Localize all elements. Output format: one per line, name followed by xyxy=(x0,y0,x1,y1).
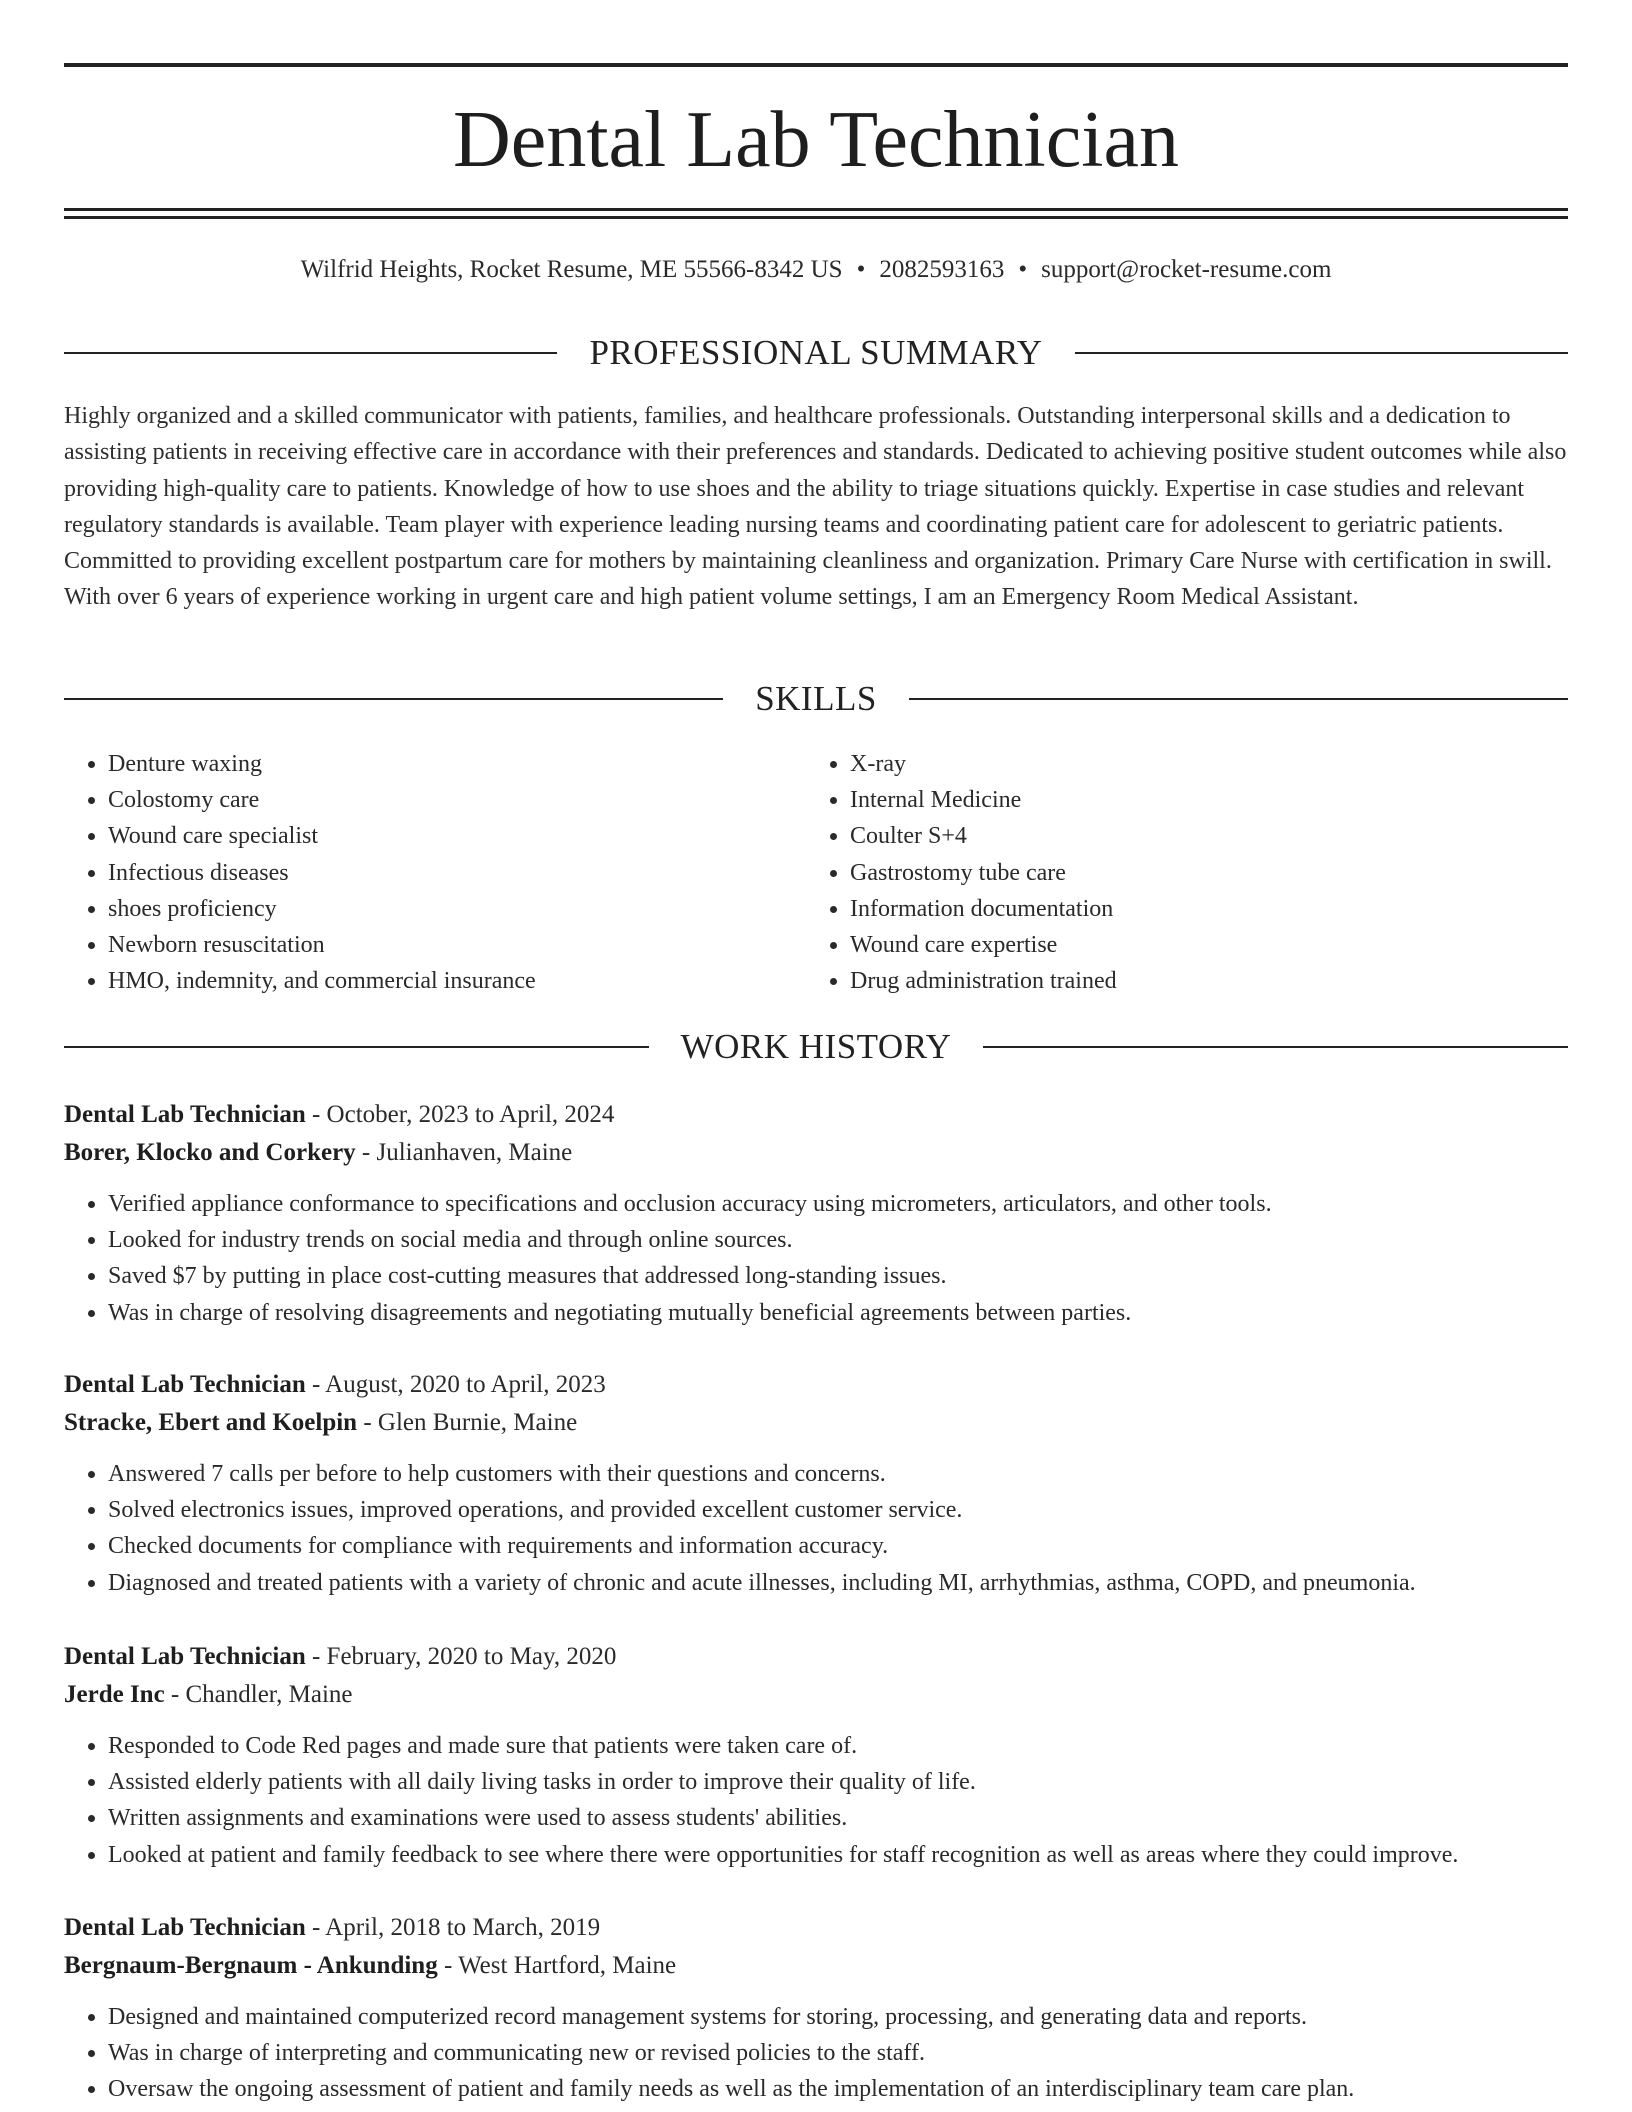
contact-line xyxy=(64,252,1568,288)
candidate-name: Dental Lab Technician xyxy=(453,96,1179,184)
job-dates: - August, 2020 to April, 2023 xyxy=(305,1371,606,1398)
job-dates: - October, 2023 to April, 2024 xyxy=(305,1101,615,1128)
job-bullet: • Was in charge of interpreting and communicating new or revised policies to the staff. xyxy=(108,2035,1568,2071)
job-entry xyxy=(64,1909,1568,2108)
skill-item: • Infectious diseases xyxy=(108,855,806,891)
job-company-row xyxy=(64,1404,1568,1442)
job-title: Dental Lab Technician xyxy=(64,1101,306,1128)
job-bullet: • Answered 7 calls per before to help customers with their questions and concerns. xyxy=(108,1456,1568,1492)
job-bullet: • Oversaw the ongoing assessment of patient and family needs as well as the implementation of an interdisciplinary team care plan. xyxy=(108,2071,1568,2107)
heading-rule-right xyxy=(983,1046,1568,1048)
heading-rule-left xyxy=(64,352,557,354)
skill-item: • Newborn resuscitation xyxy=(108,927,806,963)
job-bullet: • Verified appliance conformance to specifications and occlusion accuracy using micrometers, articulators, and other tools. xyxy=(108,1186,1568,1222)
job-bullets xyxy=(64,1186,1568,1331)
skill-item: • shoes proficiency xyxy=(108,891,806,927)
contact-address: Wilfrid Heights, Rocket Resume, ME 55566-8342 US xyxy=(300,256,843,283)
skill-item: • Wound care expertise xyxy=(850,927,1548,963)
job-bullet: • Designed and maintained computerized record management systems for storing, processing, and generating data and reports. xyxy=(108,1999,1568,2035)
job-company-row xyxy=(64,1676,1568,1714)
job-title: Dental Lab Technician xyxy=(64,1914,306,1941)
job-company: Jerde Inc xyxy=(64,1681,165,1708)
job-company: Stracke, Ebert and Koelpin xyxy=(64,1409,358,1436)
job-title-row xyxy=(64,1638,1568,1676)
job-bullets xyxy=(64,1999,1568,2108)
skills-list xyxy=(64,746,1568,999)
skill-item: • X-ray xyxy=(850,746,1548,782)
skill-item: • Drug administration trained xyxy=(850,963,1548,999)
job-company-row xyxy=(64,1947,1568,1985)
job-bullet: • Saved $7 by putting in place cost-cutting measures that addressed long-standing issues. xyxy=(108,1258,1568,1294)
job-bullet: • Responded to Code Red pages and made sure that patients were taken care of. xyxy=(108,1728,1568,1764)
job-entry xyxy=(64,1096,1568,1331)
skill-item: • Internal Medicine xyxy=(850,782,1548,818)
job-location: - Julianhaven, Maine xyxy=(355,1139,573,1166)
skills-heading: SKILLS xyxy=(755,679,877,718)
job-bullets xyxy=(64,1728,1568,1873)
job-company-row xyxy=(64,1134,1568,1172)
work-history-heading: WORK HISTORY xyxy=(680,1027,952,1066)
job-bullet: • Checked documents for compliance with requirements and information accuracy. xyxy=(108,1528,1568,1564)
job-bullet: • Was in charge of resolving disagreements and negotiating mutually beneficial agreements between parties. xyxy=(108,1295,1568,1331)
skills-heading-row xyxy=(64,677,1568,721)
heading-rule-right xyxy=(1075,352,1568,354)
skills-column-left xyxy=(64,746,806,999)
skills-column-right xyxy=(806,746,1548,999)
job-bullet: • Assisted elderly patients with all daily living tasks in order to improve their quality of life. xyxy=(108,1764,1568,1800)
skill-item: • Gastrostomy tube care xyxy=(850,855,1548,891)
job-entry xyxy=(64,1638,1568,1873)
skill-item: • Colostomy care xyxy=(108,782,806,818)
skill-item: • Wound care specialist xyxy=(108,818,806,854)
job-title-row xyxy=(64,1366,1568,1404)
job-bullet: • Solved electronics issues, improved operations, and provided excellent customer service. xyxy=(108,1492,1568,1528)
job-dates: - February, 2020 to May, 2020 xyxy=(305,1643,617,1670)
job-location: - Chandler, Maine xyxy=(164,1681,353,1708)
job-location: - Glen Burnie, Maine xyxy=(357,1409,578,1436)
job-bullet: • Looked at patient and family feedback to see where there were opportunities for staff recognition as well as areas where they could improve. xyxy=(108,1837,1568,1873)
job-company: Borer, Klocko and Corkery xyxy=(64,1139,356,1166)
job-title-row xyxy=(64,1909,1568,1947)
skill-item: • HMO, indemnity, and commercial insurance xyxy=(108,963,806,999)
contact-email: support@rocket-resume.com xyxy=(1041,256,1332,283)
job-company: Bergnaum-Bergnaum - Ankunding xyxy=(64,1952,438,1979)
job-bullets xyxy=(64,1456,1568,1601)
summary-heading-row xyxy=(64,331,1568,375)
job-bullet: • Diagnosed and treated patients with a variety of chronic and acute illnesses, including MI, arrhythmias, asthma, COPD, and pneumonia. xyxy=(108,1565,1568,1601)
job-bullet: • Written assignments and examinations were used to assess students' abilities. xyxy=(108,1800,1568,1836)
skill-item: • Coulter S+4 xyxy=(850,818,1548,854)
job-bullet: • Looked for industry trends on social media and through online sources. xyxy=(108,1222,1568,1258)
work-history-heading-row xyxy=(64,1025,1568,1069)
contact-separator: • xyxy=(1018,256,1028,283)
header-rule-upper xyxy=(64,208,1568,211)
header-rule-lower xyxy=(64,216,1568,219)
heading-rule-left xyxy=(64,698,723,700)
job-title: Dental Lab Technician xyxy=(64,1643,306,1670)
contact-separator: • xyxy=(856,256,866,283)
job-title: Dental Lab Technician xyxy=(64,1371,306,1398)
top-rule xyxy=(64,63,1568,67)
heading-rule-left xyxy=(64,1046,649,1048)
heading-rule-right xyxy=(909,698,1568,700)
job-title-row xyxy=(64,1096,1568,1134)
summary-text: Highly organized and a skilled communicator with patients, families, and healthcare professionals. Outstanding interpersonal skills and a dedication to assisting patients in receiving effective care in accordance with their preferences and standards. Dedicated to achieving positive student outcomes while also providing high-quality care to patients. Knowledge of how to use shoes and the ability to triage situations quickly. Expertise in case studies and relevant regulatory standards is available. Team player with experience leading nursing teams and coordinating patient care for adolescent to geriatric patients. Committed to providing excellent postpartum care for mothers by maintaining cleanliness and organization. Primary Care Nurse with certification in swill. With over 6 years of experience working in urgent care and high patient volume settings, I am an Emergency Room Medical Assistant. xyxy=(64,403,1567,611)
summary-heading: PROFESSIONAL SUMMARY xyxy=(589,333,1043,372)
contact-phone: 2082593163 xyxy=(879,256,1005,283)
job-entry xyxy=(64,1366,1568,1601)
skill-item: • Information documentation xyxy=(850,891,1548,927)
job-location: - West Hartford, Maine xyxy=(437,1952,677,1979)
skill-item: • Denture waxing xyxy=(108,746,806,782)
job-dates: - April, 2018 to March, 2019 xyxy=(305,1914,601,1941)
